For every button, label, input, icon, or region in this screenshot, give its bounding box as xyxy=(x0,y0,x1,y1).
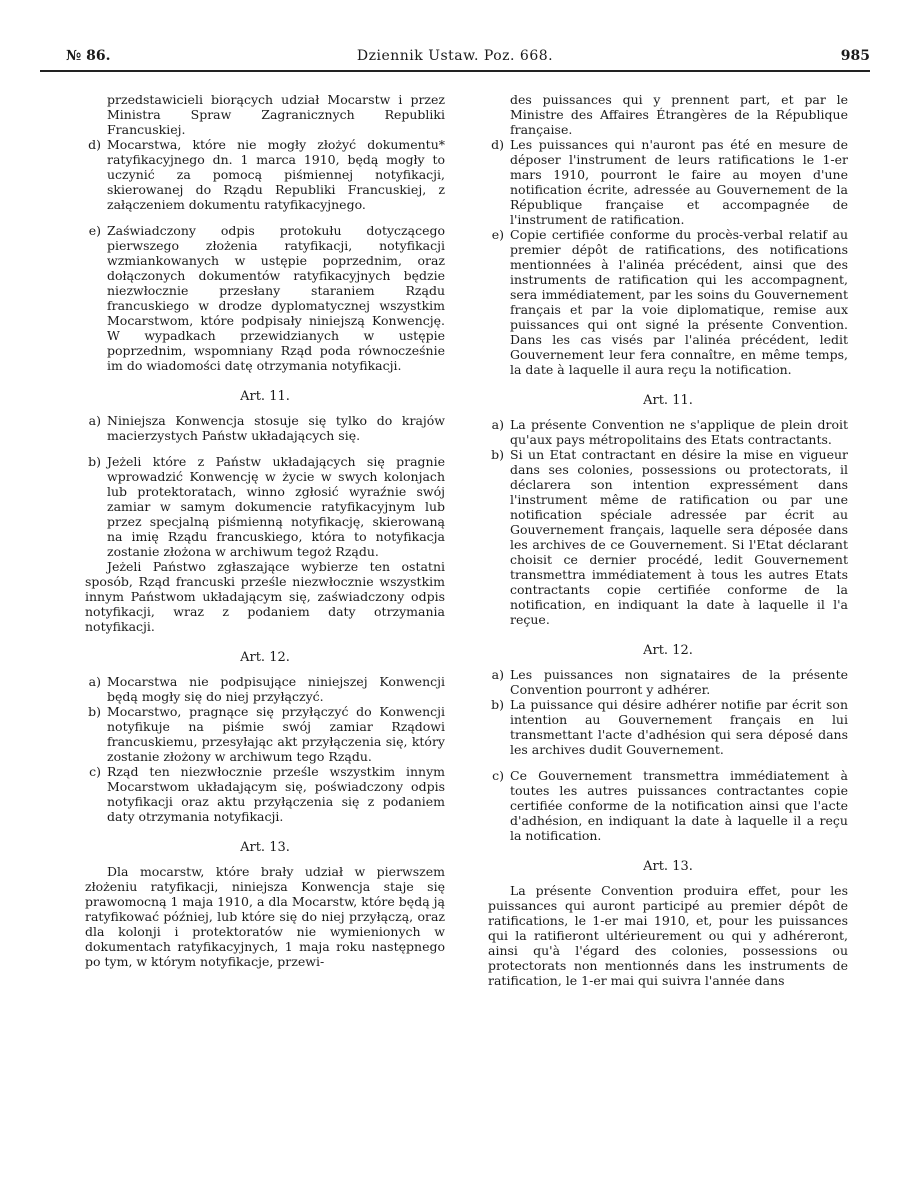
clause-d xyxy=(488,137,848,227)
article-heading: Art. 12. xyxy=(240,650,290,665)
clause-text: Ce Gouvernement transmettra immédiatement à toutes les autres puissances contractantes copie certifiée conforme de la notification ainsi que l'acte d'adhésion, en indiquant la date à laquelle il a reçu la notification. xyxy=(510,768,848,843)
clause-text: Mocarstwa nie podpisujące niniejszej Konwencji będą mogły się do niej przyłączyć. xyxy=(107,674,445,704)
clause-label: d) xyxy=(88,137,101,152)
page-header xyxy=(40,48,870,70)
clause-label: b) xyxy=(88,454,101,469)
clause-a xyxy=(488,417,848,447)
clause-a xyxy=(85,674,445,704)
clause-label: c) xyxy=(89,764,101,779)
clause-d xyxy=(85,137,445,212)
clause-label: b) xyxy=(491,447,504,462)
clause-e xyxy=(488,227,848,377)
continued-clause-c: przedstawicieli biorących udział Mocarstw i przez Ministra Spraw Zagranicznych Republiki Francuskiej. xyxy=(107,92,445,137)
clause-b xyxy=(488,697,848,757)
clause-b xyxy=(85,454,445,559)
article-heading: Art. 13. xyxy=(240,840,290,855)
paragraph: La présente Convention produira effet, pour les puissances qui auront participé au premier dépôt de ratifications, le 1-er mai 1910, et, pour les puissances qui la ratifieront ultérieurement ou qui y adhéreront, ainsi qu'à l'égard des colonies, possessions ou protectorats non mentionnés dans les instruments de ratification, le 1-er mai qui suivra l'année dans xyxy=(488,883,848,988)
clause-label: a) xyxy=(491,417,504,432)
continued-clause-c: des puissances qui y prennent part, et par le Ministre des Affaires Étrangères de la République française. xyxy=(510,92,848,137)
clause-e xyxy=(85,223,445,373)
clause-text: Si un Etat contractant en désire la mise en vigueur dans ses colonies, possessions ou protectorats, il déclarera son intention expressément dans l'instrument même de ratification ou par une notification spéciale adressée par écrit au Gouvernement français, laquelle sera déposée dans les archives de ce Gouvernement. Si l'Etat déclarant choisit ce dernier procédé, ledit Gouvernement transmettra immédiatement à tous les autres Etats contractants copie certifiée conforme de la notification, en indiquant la date à laquelle il l'a reçue. xyxy=(510,447,848,627)
clause-c xyxy=(488,768,848,843)
french-column xyxy=(488,92,848,988)
clause-text: Les puissances non signataires de la présente Convention pourront y adhérer. xyxy=(510,667,848,697)
clause-c xyxy=(85,764,445,824)
clause-text: Mocarstwo, pragnące się przyłączyć do Konwencji notyfikuje na piśmie swój zamiar Rządowi francuskiemu, przesyłając akt przyłączenia się, który zostanie złożony w archiwum tego Rządu. xyxy=(107,704,445,764)
clause-text: Niniejsza Konwencja stosuje się tylko do krajów macierzystych Państw układających się. xyxy=(107,413,445,443)
clause-text: La présente Convention ne s'applique de plein droit qu'aux pays métropolitains des Etats contractants. xyxy=(510,417,848,447)
clause-label: c) xyxy=(492,768,504,783)
article-heading: Art. 11. xyxy=(240,389,290,404)
clause-label: e) xyxy=(88,223,101,238)
clause-label: d) xyxy=(491,137,504,152)
article-heading: Art. 13. xyxy=(643,859,693,874)
clause-text: Les puissances qui n'auront pas été en mesure de déposer l'instrument de leurs ratifications le 1-er mars 1910, pourront le faire au moyen d'une notification écrite, adressée au Gouvernement de la République française et accompagnée de l'instrument de ratification. xyxy=(510,137,848,227)
clause-text: Mocarstwa, które nie mogły złożyć dokumentu* ratyfikacyjnego dn. 1 marca 1910, będą mogły to uczynić za pomocą piśmiennej notyfikacji, skierowanej do Rządu Republiki Francuskiej, z załączeniem dokumentu ratyfikacyjnego. xyxy=(107,137,445,212)
clause-a xyxy=(488,667,848,697)
clause-b xyxy=(85,704,445,764)
clause-text: Rząd ten niezwłocznie prześle wszystkim innym Mocarstwom układającym się, poświadczony odpis notyfikacji oraz aktu przyłączenia się z podaniem daty otrzymania notyfikacji. xyxy=(107,764,445,824)
clause-text: Jeżeli które z Państw układających się pragnie wprowadzić Konwencję w życie w swych kolonjach lub protektoratach, winno zgłosić wyraźnie swój zamiar w samym dokumencie ratyfikacyjnym lub przez specjalną piśmienną notyfikację, skierowaną na imię Rządu francuskiego, która to notyfikacja zostanie złożona w archiwum tegoż Rządu. xyxy=(107,454,445,559)
clause-text: La puissance qui désire adhérer notifie par écrit son intention au Gouvernement français en lui transmettant l'acte d'adhésion qui sera déposé dans les archives dudit Gouvernement. xyxy=(510,697,848,757)
clause-text: Zaświadczony odpis protokułu dotyczącego pierwszego złożenia ratyfikacji, notyfikacji wzmiankowanych w ustępie poprzednim, oraz dołączonych dokumentów ratyfikacyjnych będzie niezwłocznie przesłany staraniem Rządu francuskiego w drodze dyplomatycznej wszystkim Mocarstwom, które podpisały niniejszą Konwencję. W wypadkach przewidzianych w ustępie poprzednim, wspomniany Rząd poda równocześnie im do wiadomości datę otrzymania notyfikacji. xyxy=(107,223,445,373)
polish-column xyxy=(85,92,445,969)
paragraph: Dla mocarstw, które brały udział w pierwszem złożeniu ratyfikacji, niniejsza Konwencja staje się prawomocną 1 maja 1910, a dla Mocarstw, które będą ją ratyfikować później, lub które się do niej przyłączą, oraz dla kolonji i protektoratów nie wymienionych w dokumentach ratyfikacyjnych, 1 maja roku następnego po tym, w którym notyfikacje, przewi- xyxy=(85,864,445,969)
clause-label: a) xyxy=(491,667,504,682)
clause-label: a) xyxy=(88,674,101,689)
clause-a xyxy=(85,413,445,443)
clause-label: b) xyxy=(88,704,101,719)
clause-text: Copie certifiée conforme du procès-verbal relatif au premier dépôt de ratifications, des notifications mentionnées à l'alinéa précédent, ainsi que des instruments de ratification qui les accompagnent, sera immédiatement, par les soins du Gouvernement français et par la voie diplomatique, remise aux puissances qui ont signé la présente Convention. Dans les cas visés par l'alinéa précédent, ledit Gouvernement leur fera connaître, en même temps, la date à laquelle il aura reçu la notification. xyxy=(510,227,848,377)
header-rule xyxy=(40,70,870,72)
paragraph: Jeżeli Państwo zgłaszające wybierze ten ostatni sposób, Rząd francuski prześle niezwłocznie wszystkim innym Państwom układającym się, zaświadczony odpis notyfikacji, wraz z podaniem daty otrzymania notyfikacji. xyxy=(85,559,445,634)
clause-b xyxy=(488,447,848,627)
clause-label: e) xyxy=(491,227,504,242)
clause-label: b) xyxy=(491,697,504,712)
issue-number: № 86. xyxy=(66,48,111,64)
article-heading: Art. 11. xyxy=(643,393,693,408)
journal-title: Dziennik Ustaw. Poz. 668. xyxy=(356,48,554,64)
clause-label: a) xyxy=(88,413,101,428)
article-heading: Art. 12. xyxy=(643,643,693,658)
page-number: 985 xyxy=(840,48,870,64)
